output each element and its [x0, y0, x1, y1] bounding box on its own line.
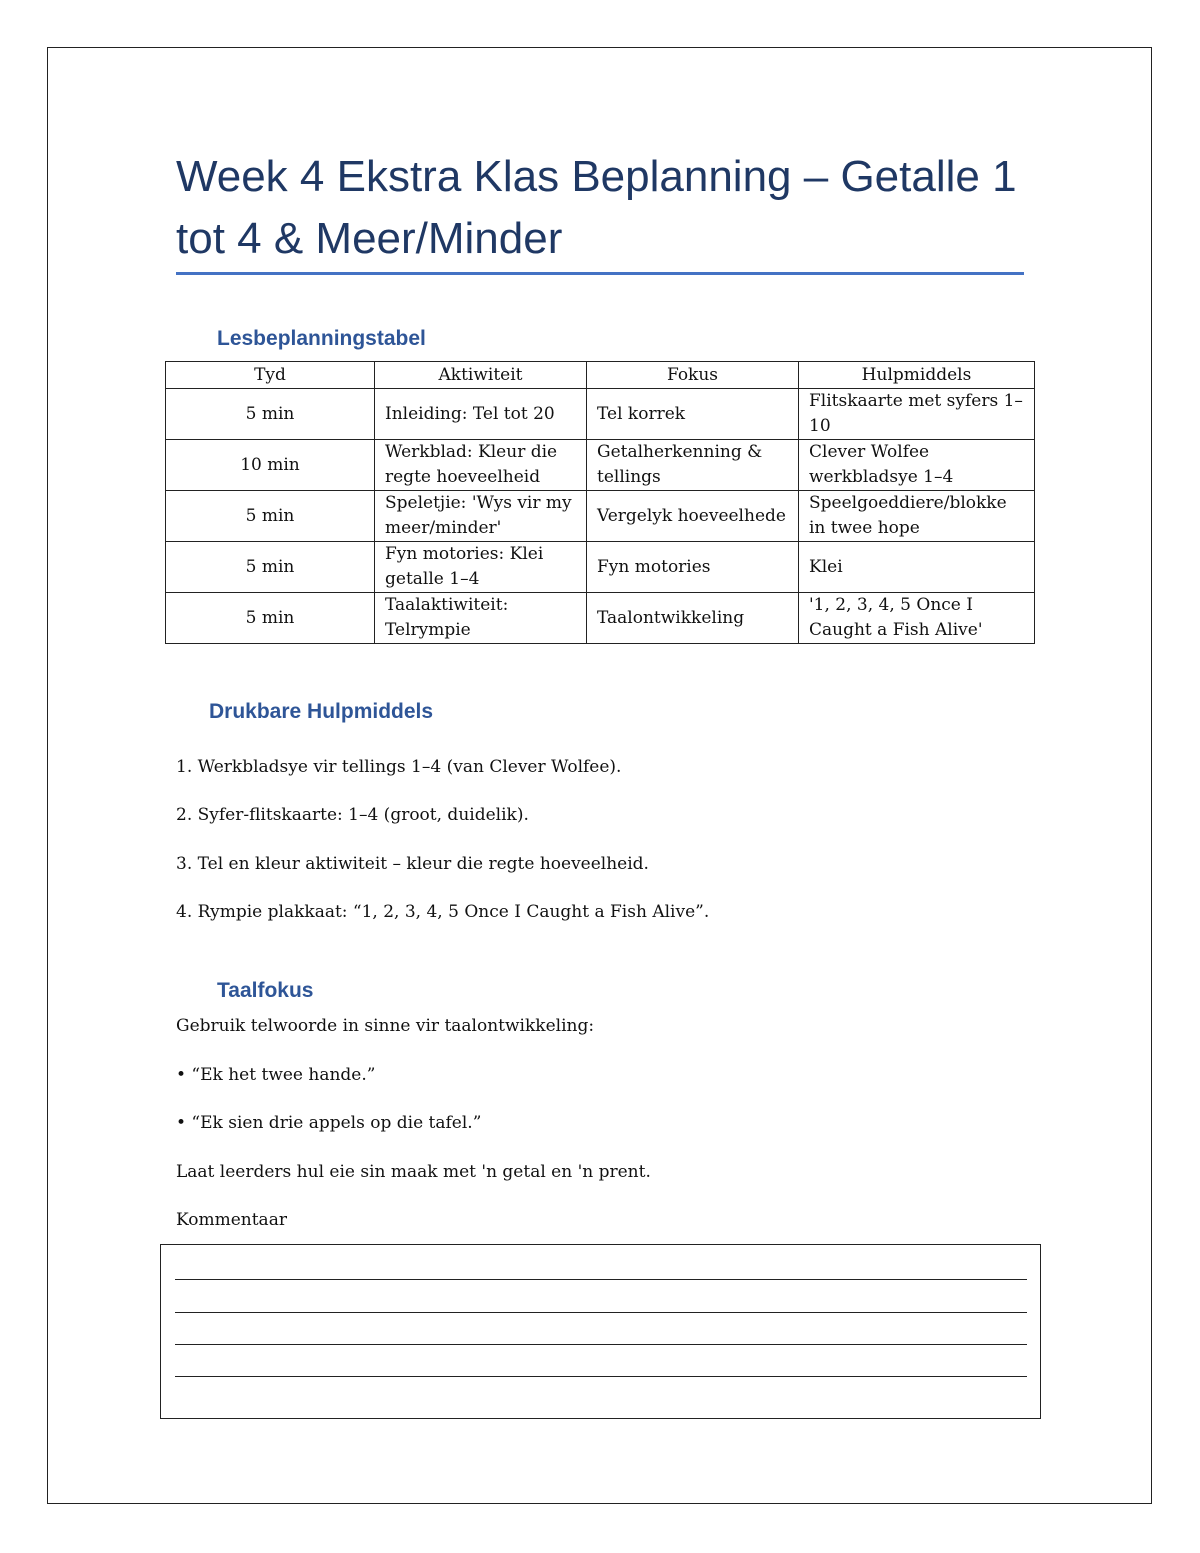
comment-line	[175, 1279, 1027, 1280]
printables-heading: Drukbare Hulpmiddels	[209, 700, 434, 723]
table-row	[166, 542, 1035, 593]
list-item: 2. Syfer-flitskaarte: 1–4 (groot, duidelik).	[176, 805, 529, 825]
page-title: Week 4 Ekstra Klas Beplanning – Getalle 1 tot 4 & Meer/Minder	[176, 152, 1017, 263]
column-header-focus: Fokus	[587, 362, 799, 389]
table-row	[166, 491, 1035, 542]
cell-time: 5 min	[166, 542, 375, 593]
cell-resources: Flitskaarte met syfers 1–10	[799, 389, 1035, 440]
comment-line	[175, 1312, 1027, 1313]
language-focus-instruction: Laat leerders hul eie sin maak met 'n getal en 'n prent.	[176, 1162, 651, 1182]
lesson-table-heading: Lesbeplanningstabel	[217, 327, 426, 350]
comment-line	[175, 1376, 1027, 1377]
cell-time: 5 min	[166, 389, 375, 440]
table-header-row	[166, 362, 1035, 389]
comments-label: Kommentaar	[176, 1210, 287, 1230]
column-header-time: Tyd	[166, 362, 375, 389]
table-row	[166, 389, 1035, 440]
language-focus-heading: Taalfokus	[217, 979, 314, 1002]
list-item: 1. Werkbladsye vir tellings 1–4 (van Clever Wolfee).	[176, 757, 622, 777]
cell-focus: Vergelyk hoeveelhede	[587, 491, 799, 542]
cell-time: 10 min	[166, 440, 375, 491]
lesson-plan-table	[165, 361, 1035, 644]
title-underline	[176, 272, 1024, 275]
table-row	[166, 440, 1035, 491]
language-focus-intro: Gebruik telwoorde in sinne vir taalontwikkeling:	[176, 1016, 595, 1036]
cell-resources: Speelgoeddiere/blokke in twee hope	[799, 491, 1035, 542]
cell-resources: Clever Wolfee werkbladsye 1–4	[799, 440, 1035, 491]
cell-activity: Inleiding: Tel tot 20	[375, 389, 587, 440]
cell-focus: Tel korrek	[587, 389, 799, 440]
list-item: 3. Tel en kleur aktiwiteit – kleur die regte hoeveelheid.	[176, 854, 649, 874]
cell-focus: Getalherkenning & tellings	[587, 440, 799, 491]
cell-time: 5 min	[166, 593, 375, 644]
comment-box[interactable]	[160, 1244, 1041, 1419]
column-header-activity: Aktiwiteit	[375, 362, 587, 389]
table-row	[166, 593, 1035, 644]
cell-focus: Taalontwikkeling	[587, 593, 799, 644]
example-sentence: • “Ek het twee hande.”	[176, 1065, 376, 1085]
cell-activity: Speletjie: 'Wys vir my meer/minder'	[375, 491, 587, 542]
cell-focus: Fyn motories	[587, 542, 799, 593]
cell-time: 5 min	[166, 491, 375, 542]
cell-activity: Werkblad: Kleur die regte hoeveelheid	[375, 440, 587, 491]
cell-activity: Taalaktiwiteit: Telrympie	[375, 593, 587, 644]
example-sentence: • “Ek sien drie appels op die tafel.”	[176, 1113, 482, 1133]
cell-activity: Fyn motories: Klei getalle 1–4	[375, 542, 587, 593]
column-header-resources: Hulpmiddels	[799, 362, 1035, 389]
comment-line	[175, 1344, 1027, 1345]
list-item: 4. Rympie plakkaat: “1, 2, 3, 4, 5 Once I Caught a Fish Alive”.	[176, 902, 710, 922]
cell-resources: Klei	[799, 542, 1035, 593]
cell-resources: '1, 2, 3, 4, 5 Once I Caught a Fish Alive'	[799, 593, 1035, 644]
